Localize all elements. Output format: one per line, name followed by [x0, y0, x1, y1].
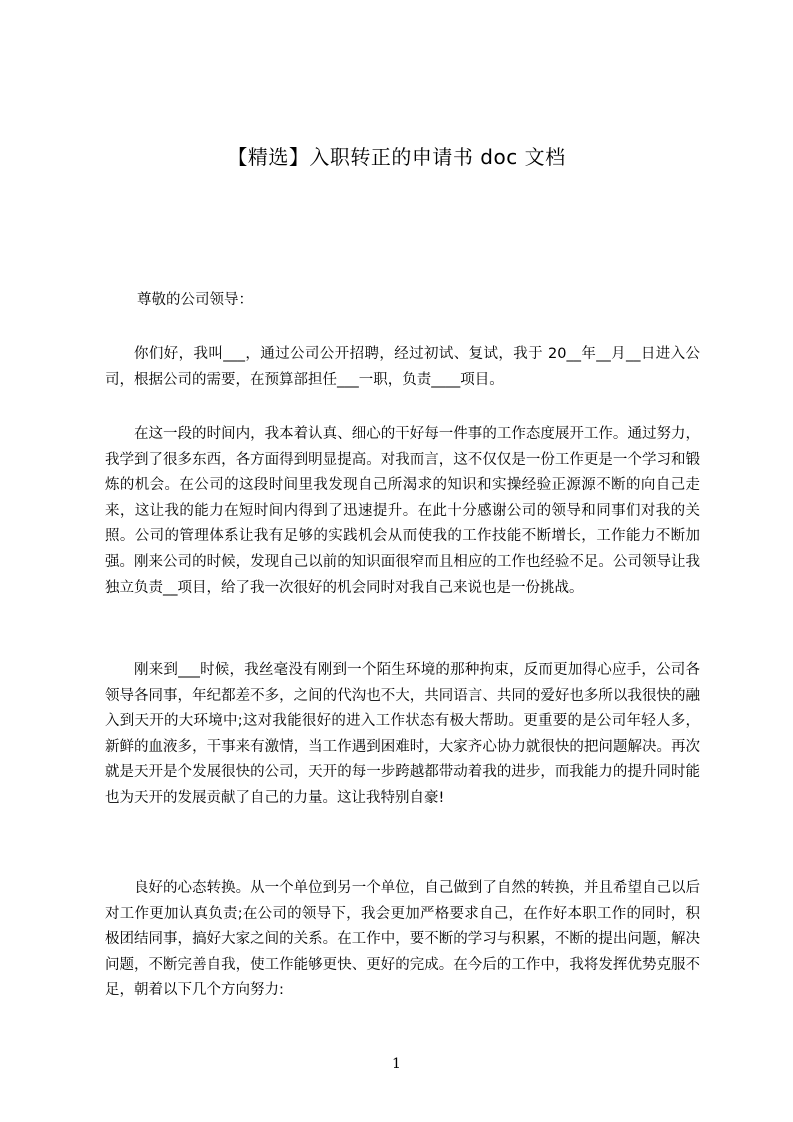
page-number: 1	[392, 1056, 401, 1072]
paragraph-adaptation: 刚来到___时候，我丝毫没有刚到一个陌生环境的那种拘束，反而更加得心应手，公司各领导各同事，年纪都差不多，之间的代沟也不大，共同语言、共同的爱好也多所以我很快的融入到天开的大环境中;这对我能很好的进入工作状态有极大帮助。更重要的是公司年轻人多，新鲜的血液多，干事来有激情，当工作遇到困难时，大家齐心协力就很快的把问题解决。再次就是天开是个发展很快的公司，天开的每一步跨越都带动着我的进步，而我能力的提升同时能也为天开的发展贡献了自己的力量。这让我特别自豪!	[105, 662, 700, 806]
salutation: 尊敬的公司领导：	[137, 292, 253, 308]
paragraph-learning: 在这一段的时间内，我本着认真、细心的干好每一件事的工作态度展开工作。通过努力，我学到了很多东西，各方面得到明显提高。对我而言，这不仅仅是一份工作更是一个学习和锻炼的机会。在公司的这段时间里我发现自己所渴求的知识和实操经验正源源不断的向自己走来，这让我的能力在短时间内得到了迅速提升。在此十分感谢公司的领导和同事们对我的关照。公司的管理体系让我有足够的实践机会从而使我的工作技能不断增长，工作能力不断加强。刚来公司的时候，发现自己以前的知识面很窄而且相应的工作也经验不足。公司领导让我独立负责__项目，给了我一次很好的机会同时对我自己来说也是一份挑战。	[105, 426, 700, 596]
document-title: 【精选】入职转正的申请书 doc 文档	[227, 145, 566, 169]
paragraph-intro: 你们好，我叫___，通过公司公开招聘，经过初试、复试，我于 20__年__月__日进入公司，根据公司的需要，在预算部担任___一职，负责____项目。	[105, 346, 700, 388]
paragraph-attitude: 良好的心态转换。从一个单位到另一个单位，自己做到了自然的转换，并且希望自己以后对工作更加认真负责;在公司的领导下，我会更加严格要求自己，在作好本职工作的同时，积极团结同事，搞好大家之间的关系。在工作中，要不断的学习与积累，不断的提出问题，解决问题，不断完善自我，使工作能够更快、更好的完成。在今后的工作中，我将发挥优势克服不足，朝着以下几个方向努力:	[105, 880, 700, 999]
